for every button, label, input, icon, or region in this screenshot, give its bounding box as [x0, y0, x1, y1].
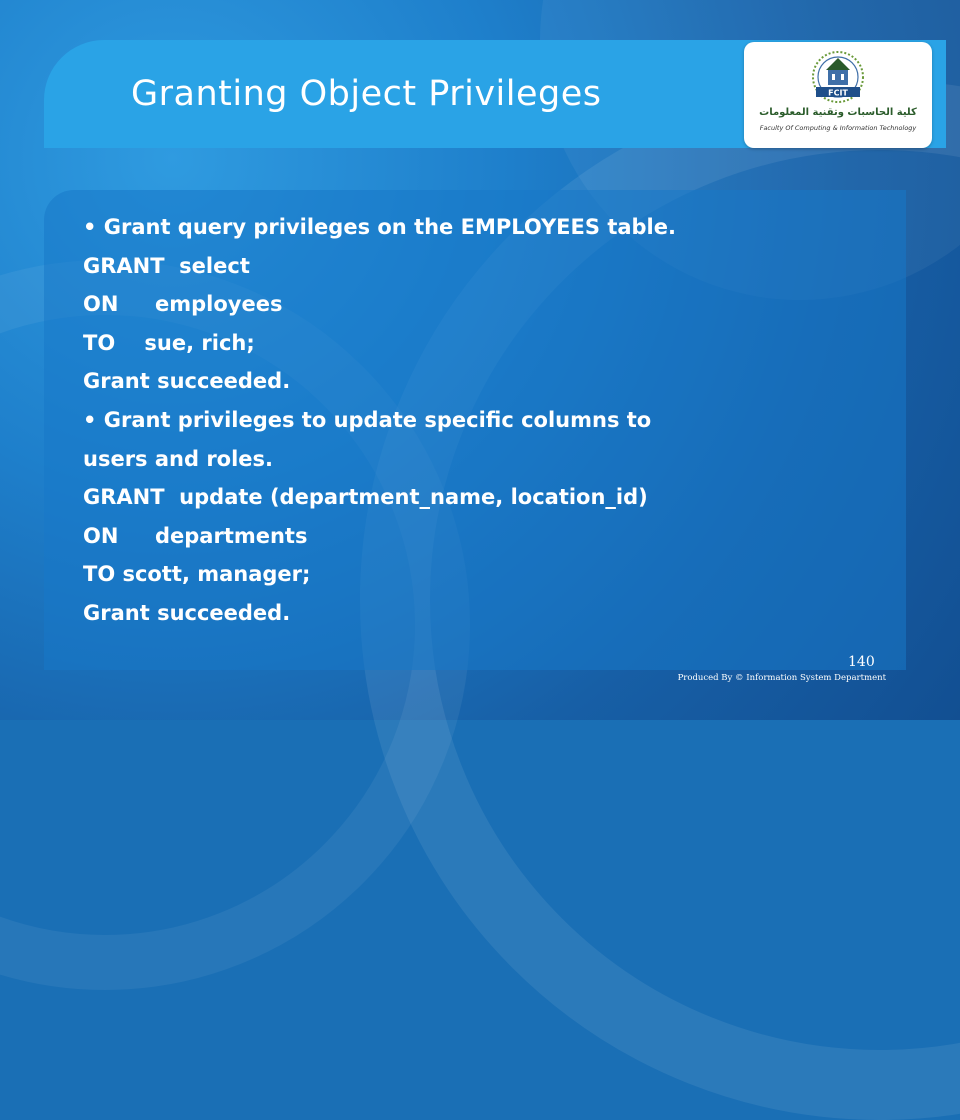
content-line: • Grant privileges to update specific columns to	[83, 407, 652, 432]
content-line: GRANT select	[83, 253, 250, 278]
content-line: TO scott, manager;	[83, 562, 311, 587]
content-line: Grant succeeded.	[83, 600, 291, 625]
content-line: GRANT update (department_name, location_id)	[83, 485, 648, 510]
content-line: Grant succeeded.	[83, 369, 291, 394]
footer-credit: Produced By © Information System Department	[677, 673, 886, 683]
logo-arabic-name: كلية الحاسبات وتقنية المعلومات	[759, 107, 917, 118]
page-number: 140	[848, 654, 875, 670]
logo-english-name: Faculty Of Computing & Information Technology	[759, 124, 917, 132]
fcit-emblem-icon	[802, 50, 874, 108]
emblem-label: FCIT	[828, 88, 848, 98]
content-line: TO sue, rich;	[83, 330, 255, 355]
slide-title: Granting Object Privileges	[131, 74, 602, 114]
fcit-logo	[744, 42, 932, 148]
content-line: users and roles.	[83, 446, 274, 471]
content-line: ON departments	[83, 523, 308, 548]
content-line: ON employees	[83, 292, 283, 317]
content-line: • Grant query privileges on the EMPLOYEES table.	[83, 215, 676, 239]
slide-content	[83, 208, 903, 633]
